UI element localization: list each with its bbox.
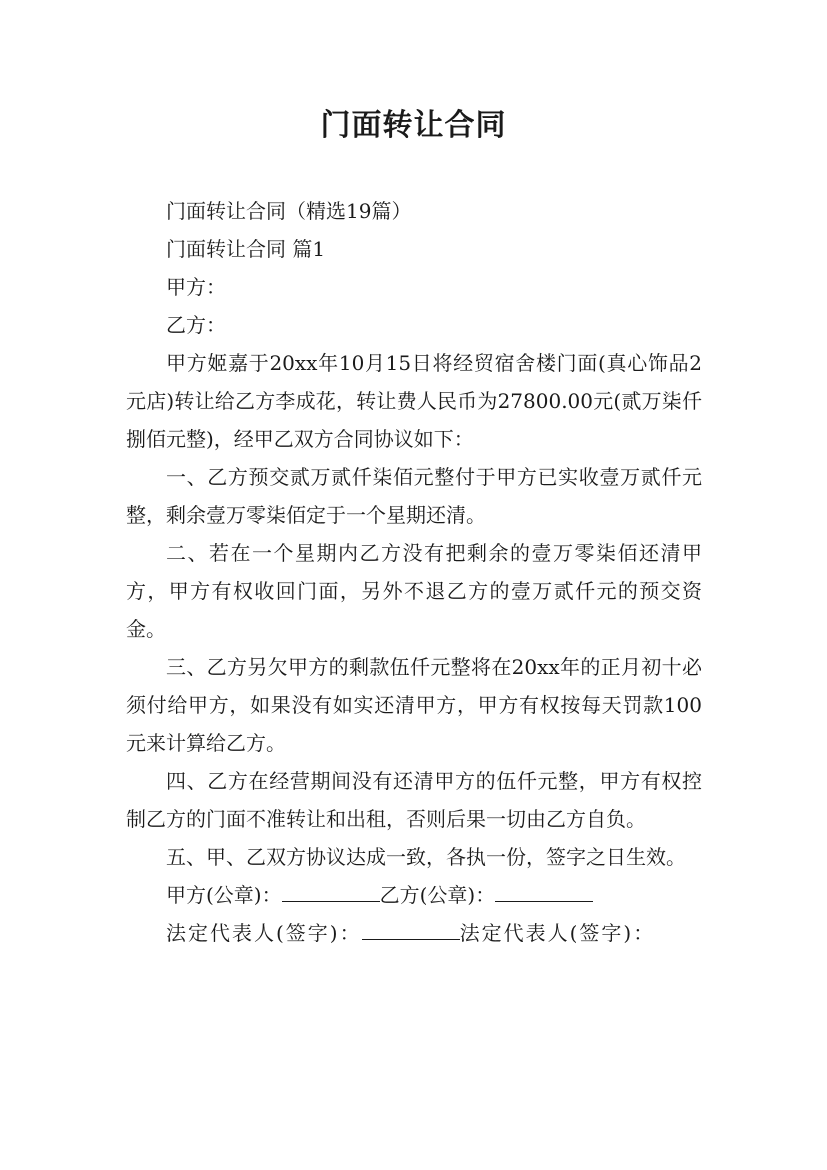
paragraph: 甲方姬嘉于20xx年10月15日将经贸宿舍楼门面(真心饰品2元店)转让给乙方李成花，转让费人民币为27800.00元(贰万柒仟捌佰元整)，经甲乙双方合同协议如下：	[126, 351, 702, 451]
document-body	[126, 192, 702, 952]
paragraph: 门面转让合同（精选19篇）	[166, 199, 412, 223]
representative-signature-row	[126, 914, 702, 952]
party-b-seal-label: 乙方(公章)：	[379, 883, 496, 907]
party-a-seal-blank	[282, 879, 380, 902]
paragraph: 四、乙方在经营期间没有还清甲方的伍仟元整，甲方有权控制乙方的门面不准转让和出租，否则后果一切由乙方自负。	[126, 769, 702, 831]
party-a-rep-label: 法定代表人(签字)：	[166, 921, 362, 945]
paragraph: 门面转让合同 篇1	[166, 237, 326, 261]
document-title: 门面转让合同	[320, 108, 507, 143]
paragraph: 五、甲、乙双方协议达成一致，各执一份，签字之日生效。	[166, 845, 686, 869]
paragraph: 甲方：	[166, 275, 226, 299]
paragraph: 二、若在一个星期内乙方没有把剩余的壹万零柒佰还清甲方，甲方有权收回门面，另外不退乙方的壹万贰仟元的预交资金。	[126, 541, 702, 641]
party-a-seal-label: 甲方(公章)：	[166, 883, 282, 907]
seal-signature-row	[126, 876, 702, 914]
party-a-rep-blank	[362, 917, 460, 940]
party-b-seal-blank	[495, 879, 593, 902]
paragraph: 三、乙方另欠甲方的剩款伍仟元整将在20xx年的正月初十必须付给甲方，如果没有如实还清甲方，甲方有权按每天罚款100元来计算给乙方。	[126, 655, 702, 755]
paragraph: 一、乙方预交贰万贰仟柒佰元整付于甲方已实收壹万贰仟元整，剩余壹万零柒佰定于一个星期还清。	[126, 465, 702, 527]
party-b-rep-label: 法定代表人(签字)：	[459, 921, 656, 945]
paragraph: 乙方：	[166, 313, 226, 337]
